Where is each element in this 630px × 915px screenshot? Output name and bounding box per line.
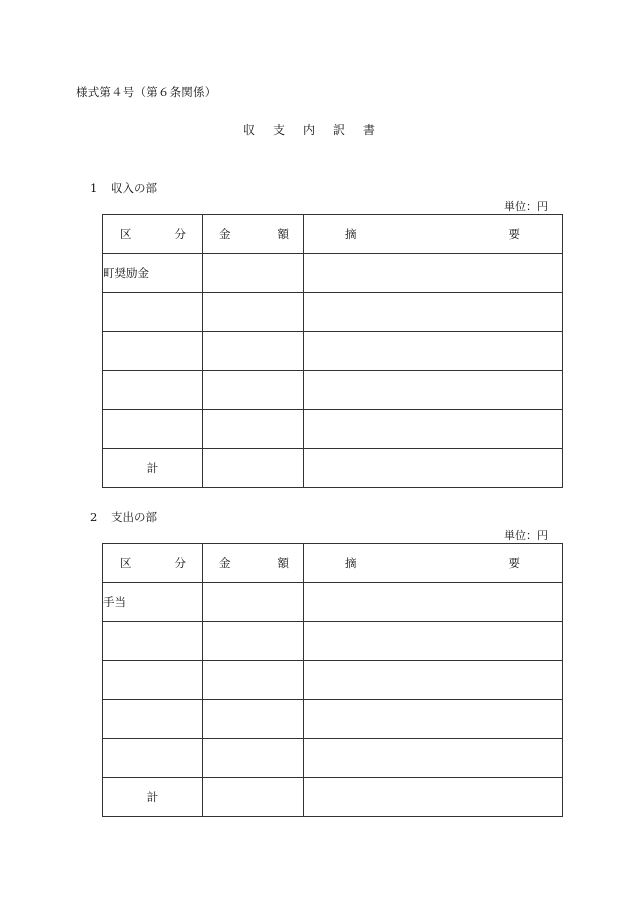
- kubun-cell[interactable]: [103, 739, 203, 778]
- total-remarks-cell[interactable]: [304, 778, 563, 817]
- income-unit-label: 単位：円: [504, 200, 548, 213]
- income-section-heading: [90, 180, 157, 196]
- amount-cell[interactable]: [203, 332, 304, 371]
- kubun-cell[interactable]: [103, 661, 203, 700]
- total-amount-cell[interactable]: [203, 449, 304, 488]
- header-kubun: 区 分: [103, 544, 203, 583]
- remarks-cell[interactable]: [304, 583, 563, 622]
- total-amount-cell[interactable]: [203, 778, 304, 817]
- amount-cell[interactable]: [203, 700, 304, 739]
- kubun-cell: 手当: [103, 583, 203, 622]
- table-header-row: [103, 215, 563, 254]
- table-row: [103, 293, 563, 332]
- table-row: [103, 700, 563, 739]
- remarks-cell[interactable]: [304, 254, 563, 293]
- table-row: [103, 332, 563, 371]
- kubun-cell[interactable]: [103, 371, 203, 410]
- amount-cell[interactable]: [203, 254, 304, 293]
- amount-cell[interactable]: [203, 371, 304, 410]
- remarks-cell[interactable]: [304, 332, 563, 371]
- header-kingaku: 金 額: [203, 215, 304, 254]
- remarks-cell[interactable]: [304, 661, 563, 700]
- total-label: 計: [103, 449, 203, 488]
- kubun-cell[interactable]: [103, 700, 203, 739]
- remarks-cell[interactable]: [304, 293, 563, 332]
- income-section-title: 収入の部: [111, 181, 157, 195]
- amount-cell[interactable]: [203, 293, 304, 332]
- table-row: [103, 622, 563, 661]
- kubun-cell[interactable]: [103, 622, 203, 661]
- document-title: [243, 121, 393, 138]
- remarks-cell[interactable]: [304, 739, 563, 778]
- header-tekiyo: 摘 要: [304, 544, 563, 583]
- remarks-cell[interactable]: [304, 410, 563, 449]
- table-row: [103, 661, 563, 700]
- table-row: [103, 410, 563, 449]
- kubun-cell[interactable]: [103, 410, 203, 449]
- title-char: 訳: [333, 123, 346, 137]
- header-kubun: 区 分: [103, 215, 203, 254]
- title-char: 収: [243, 123, 256, 137]
- kubun-cell: 町奨励金: [103, 254, 203, 293]
- header-kingaku: 金 額: [203, 544, 304, 583]
- table-header-row: [103, 544, 563, 583]
- expense-section-heading: [90, 509, 157, 525]
- form-number: 様式第４号（第６条関係）: [76, 85, 217, 99]
- amount-cell[interactable]: [203, 583, 304, 622]
- amount-cell[interactable]: [203, 410, 304, 449]
- title-char: 支: [273, 123, 286, 137]
- table-row: [103, 254, 563, 293]
- header-tekiyo: 摘 要: [304, 215, 563, 254]
- amount-cell[interactable]: [203, 622, 304, 661]
- title-char: 内: [303, 123, 316, 137]
- total-remarks-cell[interactable]: [304, 449, 563, 488]
- table-row: [103, 739, 563, 778]
- expense-section-title: 支出の部: [111, 510, 157, 524]
- income-table: [102, 214, 563, 488]
- expense-unit-label: 単位：円: [504, 529, 548, 542]
- expense-section-number: 2: [90, 510, 98, 524]
- remarks-cell[interactable]: [304, 700, 563, 739]
- table-row: [103, 371, 563, 410]
- kubun-cell[interactable]: [103, 332, 203, 371]
- total-row: [103, 778, 563, 817]
- amount-cell[interactable]: [203, 739, 304, 778]
- total-label: 計: [103, 778, 203, 817]
- title-char: 書: [363, 123, 376, 137]
- remarks-cell[interactable]: [304, 371, 563, 410]
- table-row: [103, 583, 563, 622]
- remarks-cell[interactable]: [304, 622, 563, 661]
- expense-table: [102, 543, 563, 817]
- amount-cell[interactable]: [203, 661, 304, 700]
- kubun-cell[interactable]: [103, 293, 203, 332]
- total-row: [103, 449, 563, 488]
- income-section-number: 1: [90, 181, 98, 195]
